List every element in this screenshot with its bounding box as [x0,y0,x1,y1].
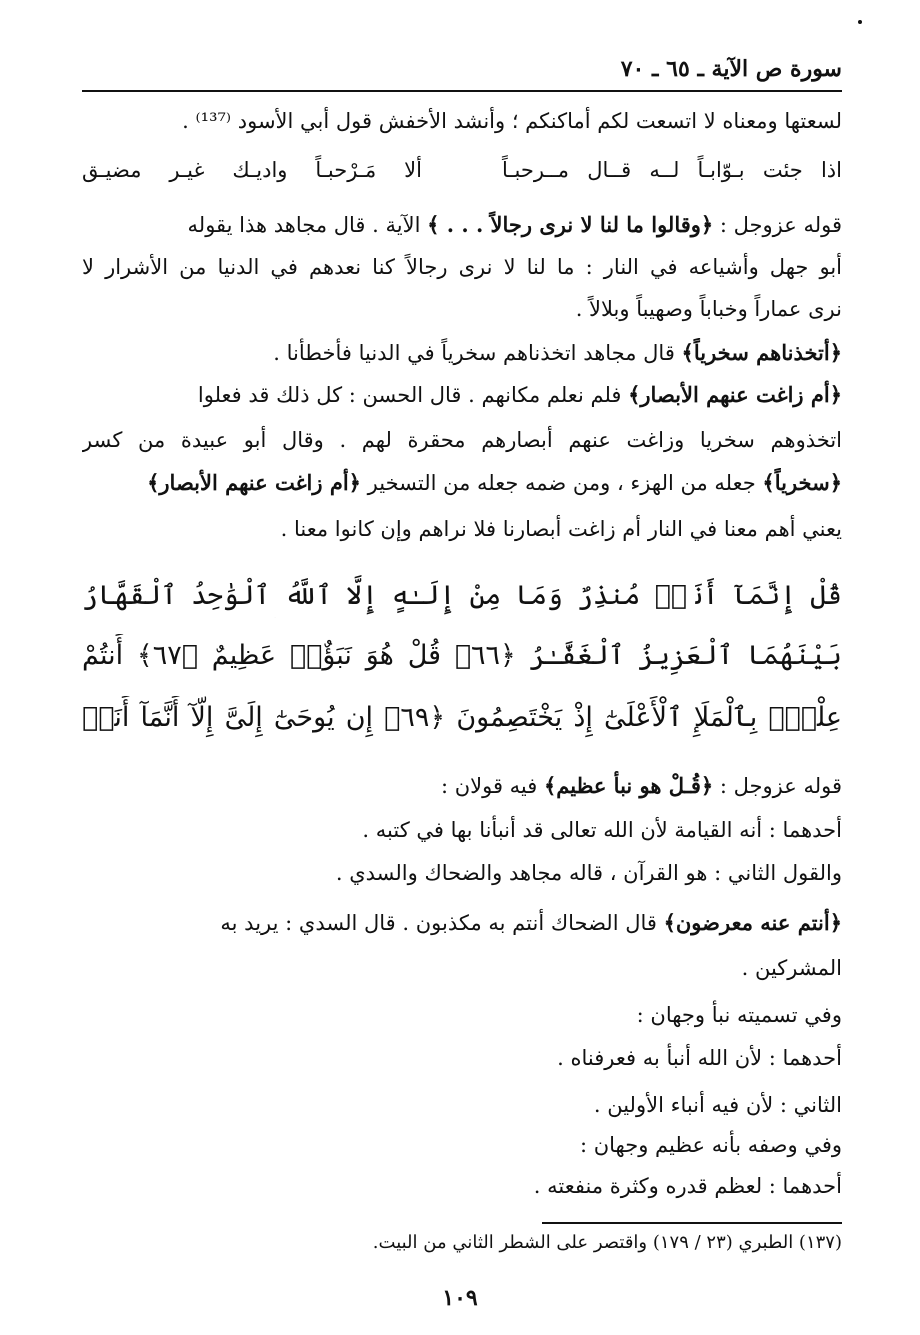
text-line-10: يعني أهم معنا في النار أم زاغت أبصارنا فلا نراهم وإن كانوا معنا . [280,517,842,541]
quran-quote: ﴿أم زاغت عنهم الأبصار﴾ [628,382,842,407]
text-segment: جعله من الهزء ، ومن ضمه جعله من التسخير [360,471,763,495]
text-line-1: لسعتها ومعناه لا اتسعت لكم أماكنكم ؛ وأنشد الأخفش قول أبي الأسود ⁽¹³⁷⁾ . [182,109,842,133]
text-segment: قال مجاهد اتخذناهم سخرياً في الدنيا فأخطأنا . [273,341,682,365]
text-line-8: اتخذوهم سخريا وزاغت عنهم أبصارهم محقرة لهم . وقال أبو عبيدة من كسر [82,428,842,452]
quran-quote: ﴿أنتم عنه معرضون﴾ [663,910,842,935]
running-header [82,56,842,88]
text-segment: فيه قولان : [440,774,544,798]
text-line-5: نرى عماراً وخباباً وصهيباً وبلالاً . [575,297,842,321]
quran-quote: ﴿سخرياً﴾ [762,470,842,495]
text-line-20: أحدهما : لعظم قدره وكثرة منفعته . [533,1174,842,1198]
quran-quote: ﴿وقالوا ما لنا لا نرى رجالاً . . . ﴾ [427,212,714,237]
quran-quote: ﴿قُـلْ هو نبأ عظيم﴾ [543,773,714,798]
quran-verse-line-1: قُلْ إِنَّمَآ أَنَا۠ مُنذِرٌ وَمَا مِنْ إِلَـٰهٍ إِلَّا ٱللَّهُ ٱلْوَٰحِدُ ٱلْقَهَّارُ [82,580,842,611]
text-segment: قوله عزوجل : [713,774,842,798]
text-line-19: وفي وصفه بأنه عظيم وجهان : [579,1133,842,1157]
text-line-4: أبو جهل وأشياعه في النار : ما لنا لا نرى رجالاً كنا نعدهم في الدنيا من الأشرار لا [82,255,842,279]
quran-verse-line-3: عِلْمٍۭ بِٱلْمَلَإِ ٱلْأَعْلَىٰٓ إِذْ يَخْتَصِمُونَ ﴿٦٩﴾ إِن يُوحَىٰٓ إِلَىَّ إِلَّآ أَنَّمَآ أَنَا۠ [82,702,842,733]
header-rule [82,90,842,92]
text-segment: قال الضحاك أنتم به مكذبون . قال السدي : يريد به [220,911,664,935]
quran-quote: ﴿أم زاغت عنهم الأبصار﴾ [147,470,361,495]
footnote-rule [542,1222,842,1224]
text-line-15: المشركين . [741,956,842,980]
text-segment: قوله عزوجل : [713,213,842,237]
text-segment: فلم نعلم مكانهم . قال الحسن : كل ذلك قد فعلوا [197,383,629,407]
text-line-17: أحدهما : لأن الله أنبأ به فعرفناه . [557,1046,842,1070]
text-line-16: وفي تسميته نبأ وجهان : [636,1003,842,1027]
footnote-137: (١٣٧) الطبري (٢٣ / ١٧٩) واقتصر على الشطر الثاني من البيت. [372,1232,842,1253]
text-line-3 [82,210,842,240]
quran-quote: ﴿أتخذناهم سخرياً﴾ [681,340,842,365]
speck-mark [858,20,862,24]
text-line-9 [82,468,842,498]
poem-second-hemistich: ألا مَـرْحبـاً واديـك غيـر مضيـق [82,158,422,182]
poem-verse [82,155,842,185]
text-line-14 [82,908,842,938]
header-title: سورة ص الآية ـ ٦٥ ـ ٧٠ [620,56,842,82]
page-number: ١٠٩ [442,1285,478,1311]
text-line-18: الثاني : لأن فيه أنباء الأولين . [593,1093,842,1117]
text-line-13: والقول الثاني : هو القرآن ، قاله مجاهد والضحاك والسدي . [335,861,842,885]
poem-first-hemistich: اذا جئت بـوّابـاً لــه قــال مــرحبـاً [502,158,842,182]
text-segment: الآية . قال مجاهد هذا يقوله [187,213,428,237]
text-line-12: أحدهما : أنه القيامة لأن الله تعالى قد أنبأنا بها في كتبه . [362,818,842,842]
text-line-6 [82,338,842,368]
text-line-11 [82,771,842,801]
quran-verse-line-2: بَيْنَهُمَا ٱلْعَزِيزُ ٱلْغَفَّـٰرُ ﴿٦٦﴾ قُلْ هُوَ نَبَؤٌا۟ عَظِيمٌ ﴿٦٧﴾ أَنتُمْ [82,640,842,671]
text-line-7 [82,380,842,410]
